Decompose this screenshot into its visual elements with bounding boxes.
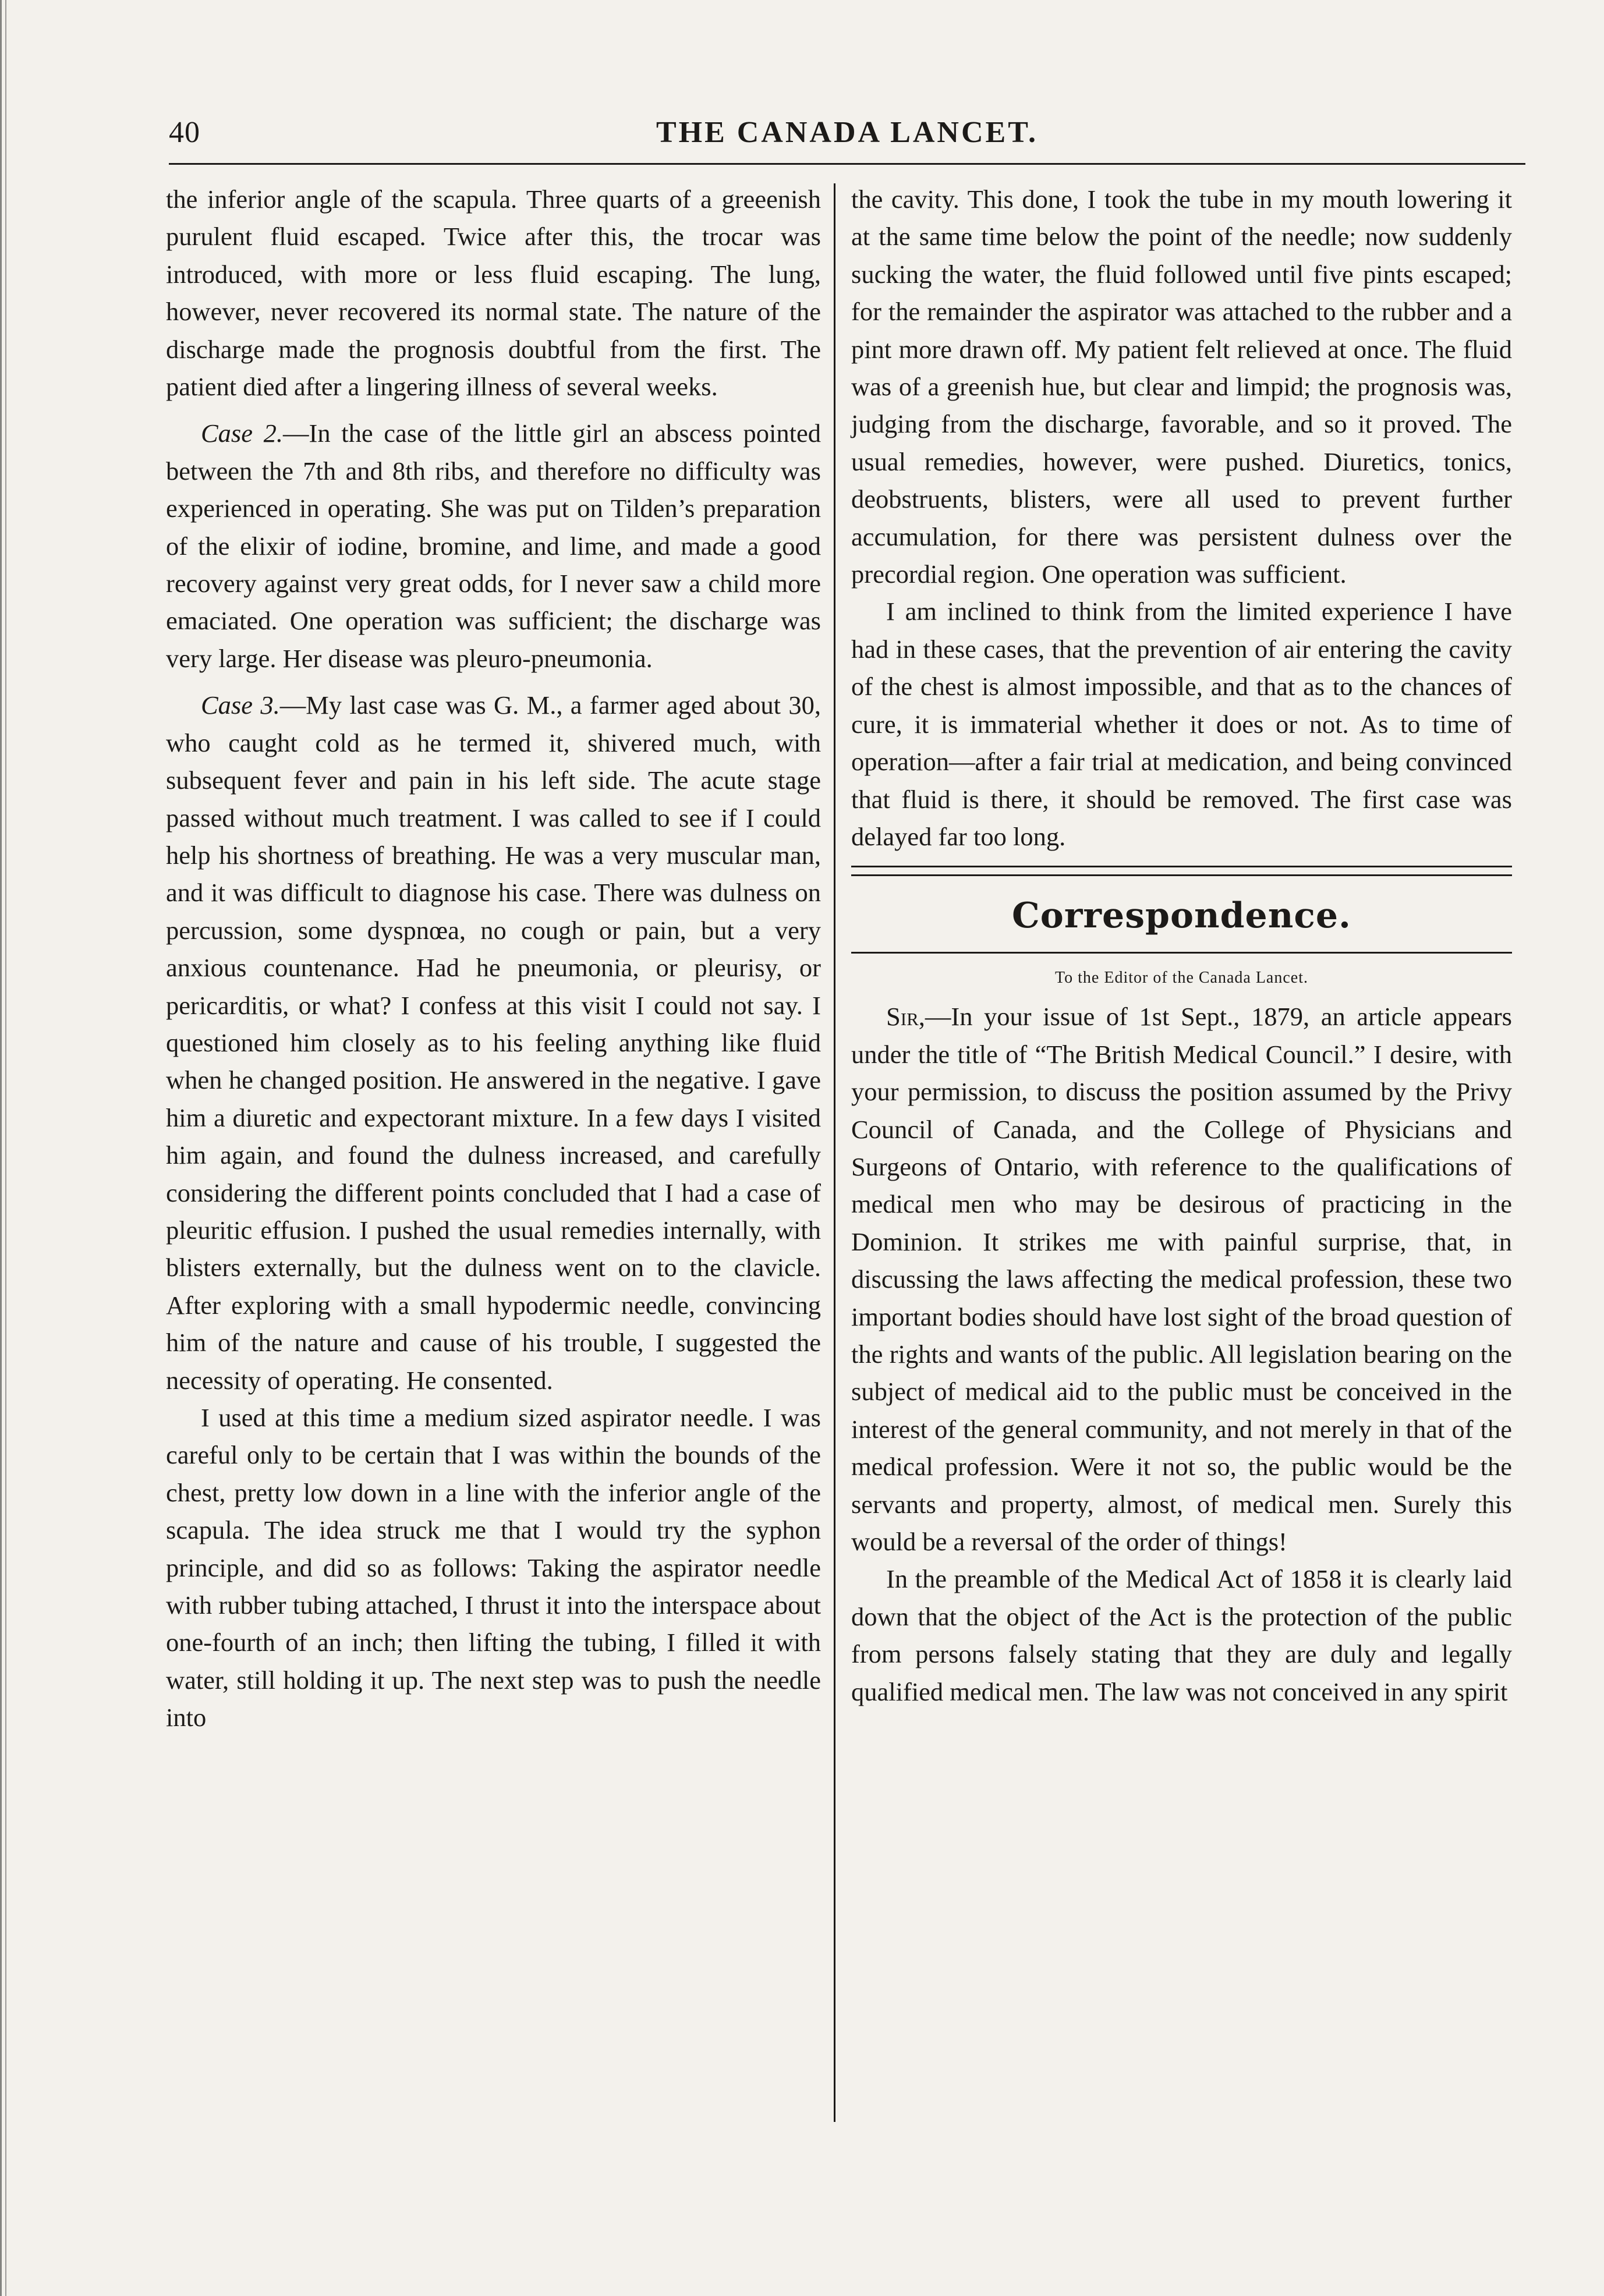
letter-sir: Sir, bbox=[886, 1002, 925, 1032]
letter-text-1: —In your issue of 1st Sept., 1879, an article appears under the title of “The British Medical Council.” I desire, with your permission, to discuss the position assumed by the Privy Council of Canada, and the College of Physicians and Surgeons of Ontario, with reference to the qualifications of medical men who may be desirous of practicing in the Dominion. It strikes me with painful surprise, that, in discussing the laws affecting the medical profession, these two important bodies should have lost sight of the broad question of the rights and wants of the public. All legislation bearing on the subject of medical aid to the public must be conceived in the interest of the general community, and not merely in that of the medical profession. Were it not so, the public would be the servants and property, almost, of medical men. Surely this would be a reversal of the order of things! bbox=[851, 1002, 1512, 1556]
case2-text: —In the case of the little girl an abscess pointed between the 7th and 8th ribs, and therefore no difficulty was experienced in operating. She was put on Tilden’s preparation of the elixir of iodine, bromine, and lime, and made a good recovery against very great odds, for I never saw a child more emaciated. One operation was sufficient; the discharge was very large. Her disease was pleuro-pneumonia. bbox=[166, 419, 821, 673]
paragraph-conclusion: I am inclined to think from the limited experience I have had in these cases, that the prevention of air entering the cavity of the chest is almost impossible, and that as to the chances of cure, it is immaterial whether it does or not. As to time of operation—after a fair trial at medication, and being convinced that fluid is there, it should be removed. The first case was delayed far too long. bbox=[851, 597, 1512, 851]
paragraph-aspirator: I used at this time a medium sized aspirator needle. I was careful only to be certain that I was within the bounds of the chest, pretty low down in a line with the inferior angle of the scapula. The idea struck me that I would try the syphon principle, and did so as follows: Taking the aspirator needle with rubber tubing attached, I thrust it into the interspace about one-fourth of an inch; then lifting the tubing, I filled it with water, still holding it up. The next step was to push the needle into bbox=[166, 1403, 821, 1732]
running-header bbox=[169, 115, 1525, 162]
paragraph-letter-2: In the preamble of the Medical Act of 1858 it is clearly laid down that the object of the Act is the protection of the public from persons falsely stating that they are duly and legally qualified medical men. The law was not conceived in any spirit bbox=[851, 1564, 1512, 1706]
column-divider bbox=[834, 183, 835, 2122]
case3-text: —My last case was G. M., a farmer aged about 30, who caught cold as he termed it, shivered much, with subsequent fever and pain in his left side. The acute stage passed without much treatment. I was called to see if I could help his shortness of breathing. He was a very muscular man, and it was difficult to diagnose his case. There was dulness on percussion, some dyspnœa, no cough or pain, but a very anxious countenance. Had he pneumonia, or pleurisy, or pericarditis, or what? I confess at this visit I could not say. I questioned him closely as to his feeling anything like fluid when he changed position. He answered in the negative. I gave him a diuretic and expectorant mixture. In a few days I visited him again, and found the dulness increased, and carefully considering the different points concluded that I had a case of pleuritic effusion. I pushed the usual remedies internally, with blisters externally, but the dulness went on to the clavicle. After exploring with a small hypodermic needle, convincing him of the nature and cause of his trouble, I suggested the necessity of operating. He consented. bbox=[166, 690, 821, 1395]
case3-label: Case 3. bbox=[201, 690, 280, 720]
paragraph-case1-end: the inferior angle of the scapula. Three quarts of a greeenish purulent fluid escaped. Twice after this, the trocar was introduced, with more or less fluid escaping. The lung, however, never recovered its normal state. The nature of the discharge made the prognosis doubtful from the first. The patient died after a lingering illness of several weeks. bbox=[166, 185, 821, 402]
left-column bbox=[166, 180, 821, 1737]
section-rule bbox=[851, 952, 1512, 954]
case2-label: Case 2. bbox=[201, 419, 284, 448]
page-number: 40 bbox=[169, 116, 200, 149]
header-rule bbox=[169, 163, 1525, 165]
paragraph-cavity: the cavity. This done, I took the tube in my mouth lowering it at the same time below the point of the needle; now suddenly sucking the water, the fluid followed until five pints escaped; for the remainder the aspirator was attached to the rubber and a pint more drawn off. My patient felt relieved at once. The fluid was of a greenish hue, but clear and limpid; the prognosis was, judging from the discharge, favorable, and so it proved. The usual remedies, however, were pushed. Diuretics, tonics, deobstruents, blisters, were all used to prevent further accumulation, for there was persistent dulness over the precordial region. One operation was sufficient. bbox=[851, 185, 1512, 589]
section-heading-correspondence: Correspondence. bbox=[1012, 895, 1351, 937]
right-column bbox=[851, 180, 1512, 1710]
journal-title: THE CANADA LANCET. bbox=[656, 116, 1039, 149]
paragraph-letter-1 bbox=[851, 998, 1512, 1560]
letter-salutation-line: To the Editor of the Canada Lancet. bbox=[1055, 969, 1308, 987]
scan-edge bbox=[0, 0, 17, 2296]
paragraph-case3 bbox=[166, 686, 821, 1399]
paragraph-case2 bbox=[166, 414, 821, 677]
section-double-rule bbox=[851, 866, 1512, 876]
